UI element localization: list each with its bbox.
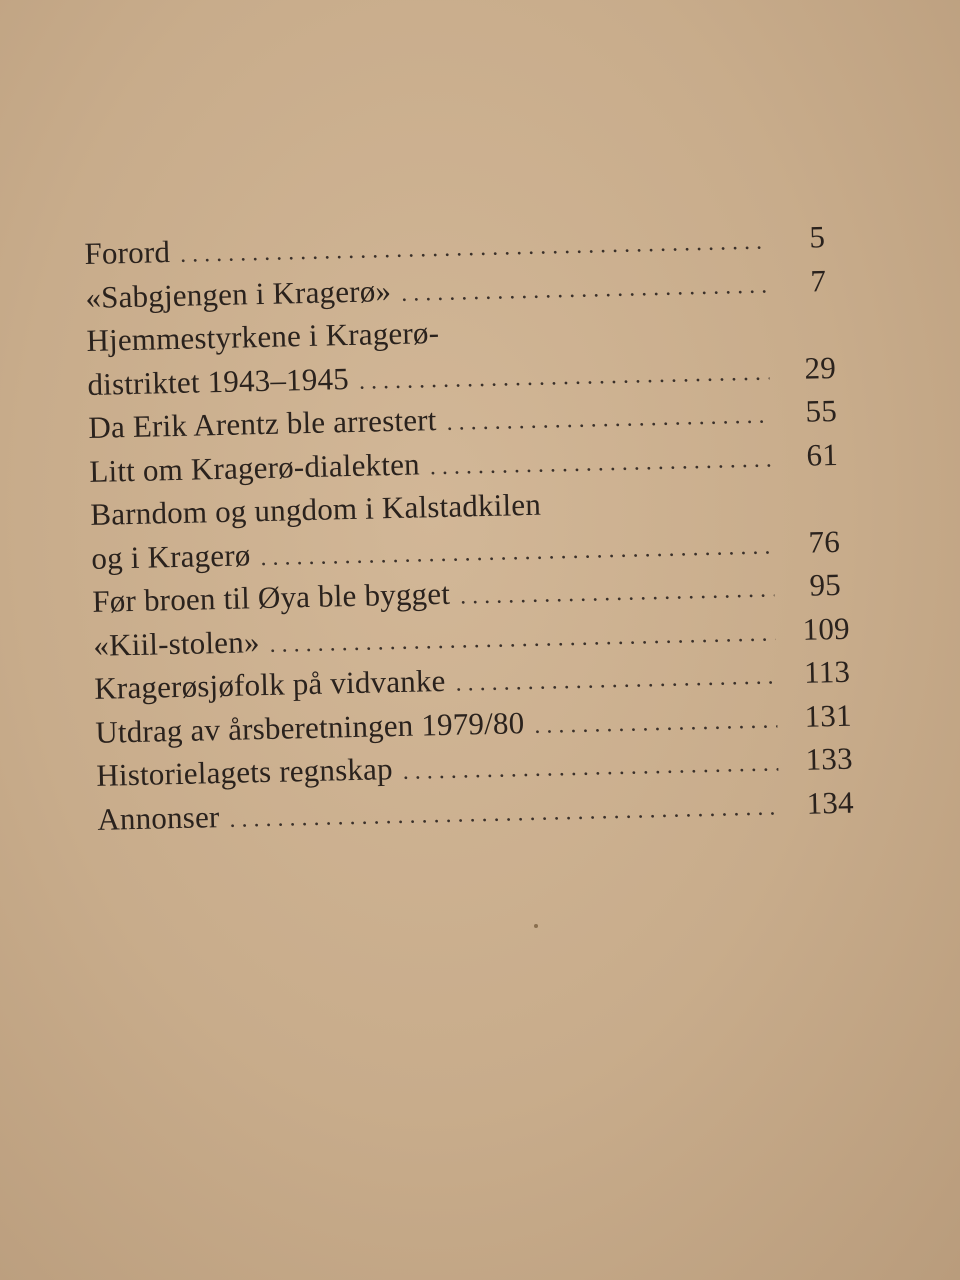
toc-page-number: 61 [806, 436, 839, 473]
toc-page-number: 55 [805, 392, 838, 429]
toc-entry-title: «Sabgjengen i Kragerø» [85, 272, 392, 315]
dot-leader [455, 655, 777, 706]
dot-leader [429, 438, 772, 489]
toc-entry-title: Annonser [96, 798, 220, 837]
dot-leader [460, 568, 775, 619]
toc-page-number: 131 [804, 697, 853, 734]
toc-entry-title-line-2: distriktet 1943–1945 [87, 360, 350, 402]
toc-page-number: 29 [804, 349, 837, 386]
table-of-contents [84, 214, 874, 840]
toc-page-number: 7 [810, 262, 827, 299]
toc-entry-title-line-1: Hjemmestyrkene i Kragerø- [86, 314, 440, 358]
toc-entry-title: Da Erik Arentz ble arrestert [88, 402, 437, 445]
dot-leader [229, 786, 780, 842]
dot-leader [446, 394, 771, 445]
toc-page-number: 113 [803, 653, 851, 690]
toc-page-number: 109 [802, 610, 851, 647]
dot-leader [534, 699, 778, 748]
toc-entry-barndom [90, 475, 868, 580]
toc-entry-title: Kragerøsjøfolk på vidvanke [93, 662, 446, 706]
toc-entry-title: Historielagets regnskap [95, 751, 394, 793]
toc-page-number: 76 [808, 523, 841, 560]
dot-leader [401, 264, 768, 316]
toc-page-number: 134 [806, 784, 855, 821]
toc-entry-title: Utdrag av årsberetningen 1979/80 [94, 704, 525, 750]
toc-entry-title: «Kiil-stolen» [92, 623, 260, 663]
toc-entry-title: Før broen til Øya ble bygget [91, 575, 451, 619]
toc-page-number: 133 [805, 740, 854, 777]
toc-entry-title: Litt om Kragerø-dialekten [89, 445, 421, 489]
toc-page-number: 5 [809, 219, 826, 255]
toc-page-number: 95 [809, 566, 842, 603]
toc-entry-title-line-2: og i Kragerø [90, 536, 251, 576]
toc-entry-title: Forord [84, 234, 171, 271]
paper-speck [534, 924, 538, 928]
toc-entry-title-line-1: Barndom og ungdom i Kalstadkilen [90, 486, 542, 532]
toc-entry-hjemmestyrkene [86, 301, 864, 406]
